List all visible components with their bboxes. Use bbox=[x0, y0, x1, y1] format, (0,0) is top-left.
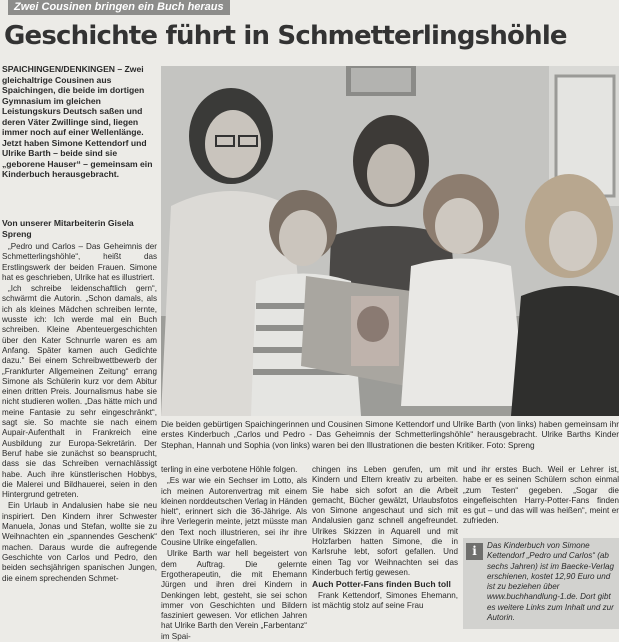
article-photo bbox=[161, 66, 619, 416]
paragraph: Ulrike Barth war hell begeistert von dem Auftrag. Die gelernte Ergotherapeutin, die mit Ehemann Jürgen und ihren drei Kindern in Denkingen lebt, gesteht, sie sei schon immer von Geschichten und Bildern fasziniert gewesen. Vor etlichen Jahren hat Ulrike Barth den Verein „Farbentanz“ im Spai- bbox=[161, 549, 307, 641]
paragraph: chingen ins Leben gerufen, um mit Kindern und Eltern kreativ zu arbeiten. Sie habe sich sofort an die Arbeit gemacht, Bücher gewälzt, Urlaubsfotos von Simone angeschaut und sich mit Andalusien ganz schnell angefreundet. Ulrikes Skizzen in Aquarell und mit Holzfarben hatten Simone, die in Karlsruhe lebt, sofort gefallen. Und einen Tag vor Weihnachten sei das Kinderbuch fertig gewesen. bbox=[312, 465, 458, 577]
paragraph: terling in eine verbotene Höhle folgen. bbox=[161, 465, 298, 474]
article-lead: SPAICHINGEN/DENKINGEN – Zwei gleichaltrige Cousinen aus Spaichingen, die beide im dortigen Gymnasium im gleichen Leistungskurs Deutsch saßen und deren Väter Zwillinge sind, liegen immer noch auf einer Wellenlänge. Jetzt haben Simone Kettendorf und Ulrike Barth – beide sind sie „geborene Hauser“ – gemeinsam ein Kinderbuch herausgebracht. bbox=[2, 64, 153, 179]
info-box-text: Das Kinderbuch von Simone Kettendorf „Pedro und Carlos“ (ab sechs Jahren) ist im Baecke-Verlag erschienen, kostet 12,90 Euro und ist zu beziehen über www.buchhandlung-1.de. Dort gibt es weitere Links zum Inhalt und zur Autorin. bbox=[487, 541, 615, 623]
info-icon: i bbox=[466, 543, 483, 560]
article-kicker: Zwei Cousinen bringen ein Buch heraus bbox=[8, 0, 230, 15]
photo-illustration bbox=[161, 66, 619, 416]
text-column-3 bbox=[312, 465, 458, 629]
paragraph: „Pedro und Carlos – Das Geheimnis der Schmetterlingshöhle“, heißt das Erstlingswerk der beiden Frauen. Simone hat es geschrieben, Ulrike hat es illustriert. bbox=[2, 242, 157, 282]
text-column-2 bbox=[161, 465, 307, 641]
text-column-1 bbox=[2, 242, 157, 628]
paragraph: Frank Kettendorf, Simones Ehemann, ist mächtig stolz auf seine Frau bbox=[312, 590, 458, 610]
photo-caption: Die beiden gebürtigen Spaichingerinnen und Cousinen Simone Kettendorf und Ulrike Barth (von links) haben gemeinsam ihr erstes Kinderbuch „Carlos und Pedro - Das Geheimnis der Schmetterlingshöhle“ herausgebracht. Ulrike Barths Kinder Stephan, Hannah und Sophia (von links) waren bei den Illustrationen die besten Kritiker. Foto: Spreng bbox=[161, 419, 619, 450]
article-headline: Geschichte führt in Schmetterlingshöhle bbox=[4, 21, 567, 51]
paragraph: und ihr erstes Buch. Weil er Lehrer ist, habe er es seinen Schülern schon einmal „zum Testen“ gegeben. „Sogar die eingefleischten Harry-Potter-Fans finden es gut – und das will was heißen“, meint er zufrieden. bbox=[463, 465, 619, 526]
subheading: Auch Potter-Fans finden Buch toll bbox=[312, 579, 451, 590]
paragraph: „Es war wie ein Sechser im Lotto, als ich meinen Autorenvertrag mit einem kleinen norddeutschen Verlag in Händen hielt“, erinnert sich die 36-Jährige. Als ihre Verlegerin meinte, jetzt müsste man den Text noch illustrieren, sei ihr ihre Cousine Ulrike eingefallen. bbox=[161, 476, 307, 548]
article-byline: Von unserer Mitarbeiterin Gisela Spreng bbox=[2, 218, 134, 239]
paragraph: „Ich schreibe leidenschaftlich gern“, schwärmt die Autorin. „Schon damals, als ich als kleines Mädchen schreiben lernte, wusste ich: Ich werde mal ein Buch schreiben. Kleine Abenteuergeschichten über den Kater Schnurrle waren es am Anfang. Später kamen auch Gedichte dazu.“ Bei einem Schreibwettbewerb der „Frankfurter Allgemeinen Zeitung“ errang Simone als Schülerin kurz vor dem Abitur einen dritten Preis. Journalismus habe sie nicht studieren wollen. „Das hätte mich und meine Fantasie zu sehr eingeschränkt“, sagt sie. So machte sie nach einem Aupair-Aufenthalt in Frankreich eine Ausbildung zur Europa-Sekretärin. Der Beruf habe sie zunächst so beansprucht, dass sie das Schreiben vernachlässigt habe. Auch ihre künstlerischen Hobbys, die Malerei und Bildhauerei, seien in den Hintergrund getreten. bbox=[2, 284, 157, 500]
paragraph: Ein Urlaub in Andalusien habe sie neu inspiriert. Den Kindern ihrer Schwester Manuela, Jonas und Stefan, wollte sie zu Weihnachten ein „spannendes Geschenk“ machen. Daraus wurde die aufregende Geschichte von Carlos und Pedro, den beiden sechsjährigen spanischen Jungen, die einem sprechenden Schmet- bbox=[2, 501, 157, 583]
info-box bbox=[463, 538, 619, 629]
